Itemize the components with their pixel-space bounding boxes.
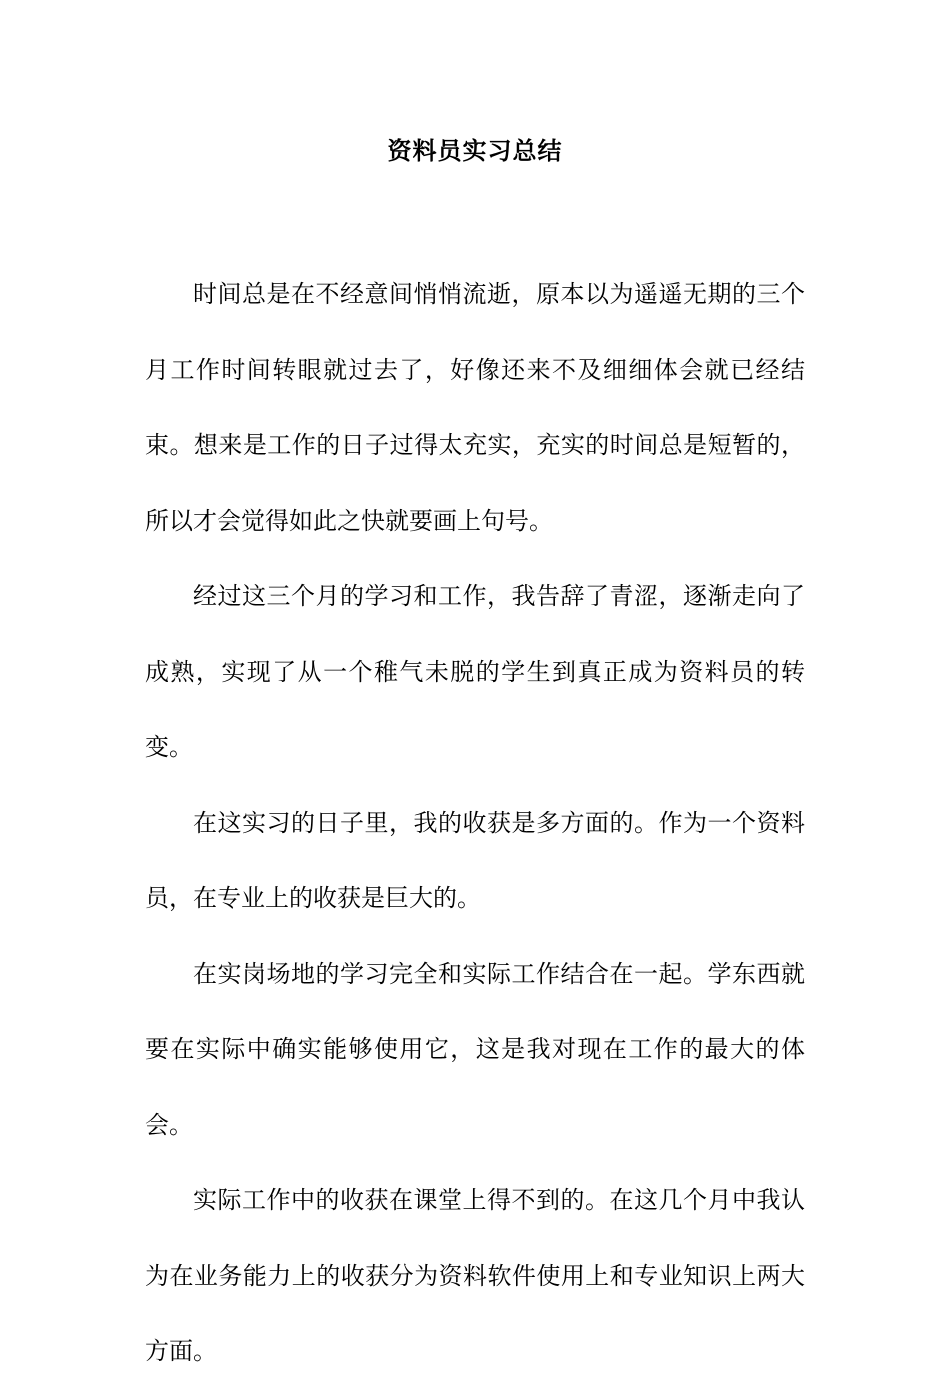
paragraph-2: 经过这三个月的学习和工作，我告辞了青涩，逐渐走向了成熟，实现了从一个稚气未脱的学生到真正成为资料员的转变。 xyxy=(145,582,805,761)
paragraph-4: 在实岗场地的学习完全和实际工作结合在一起。学东西就要在实际中确实能够使用它，这是我对现在工作的最大的体会。 xyxy=(145,959,805,1139)
paragraph-5: 实际工作中的收获在课堂上得不到的。在这几个月中我认为在业务能力上的收获分为资料软件使用上和专业知识上两大方面。 xyxy=(145,1186,805,1365)
document-title: 资料员实习总结 xyxy=(387,136,563,165)
paragraph-1: 时间总是在不经意间悄悄流逝，原本以为遥遥无期的三个月工作时间转眼就过去了，好像还来不及细细体会就已经结束。想来是工作的日子过得太充实，充实的时间总是短暂的，所以才会觉得如此之快就要画上句号。 xyxy=(145,280,805,535)
paragraph-3: 在这实习的日子里，我的收获是多方面的。作为一个资料员，在专业上的收获是巨大的。 xyxy=(145,808,805,912)
document-body xyxy=(145,257,805,1390)
